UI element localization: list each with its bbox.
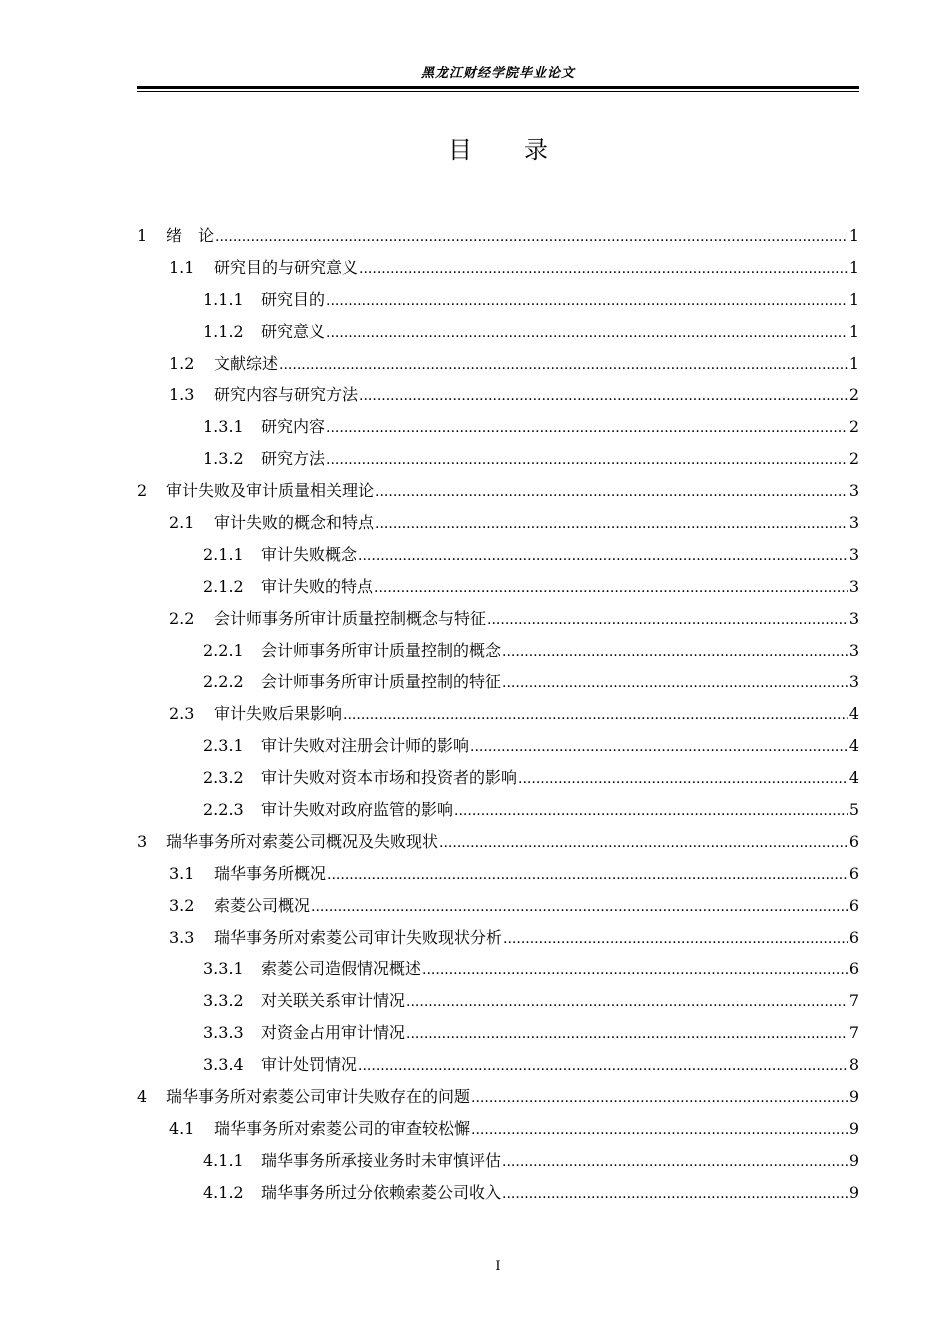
toc-dot-leader	[518, 764, 848, 796]
toc-entry-page: 5	[848, 800, 859, 820]
toc-entry-page: 9	[848, 1182, 859, 1202]
toc-entry-title: 索菱公司造假情况概述	[261, 959, 422, 979]
toc-entry-page: 6	[848, 959, 859, 979]
toc-entry-page: 3	[848, 640, 859, 660]
toc-entry[interactable]	[137, 730, 859, 762]
toc-entry-title: 对关联关系审计情况	[261, 991, 406, 1011]
toc-entry-title: 审计失败对资本市场和投资者的影响	[261, 768, 518, 788]
toc-entry-title: 审计失败对注册会计师的影响	[261, 736, 470, 756]
toc-dot-leader	[215, 222, 848, 254]
toc-entry[interactable]	[137, 252, 859, 284]
toc-entry-number: 4	[137, 1087, 148, 1107]
toc-entry-page: 4	[848, 768, 859, 788]
toc-entry[interactable]	[137, 858, 859, 890]
toc-dot-leader	[279, 350, 848, 382]
toc-entry[interactable]	[137, 698, 859, 730]
toc-entry-page: 1	[848, 226, 859, 245]
toc-entry[interactable]	[137, 507, 859, 539]
header-rule-thick	[137, 86, 859, 89]
toc-entry-title: 瑞华事务所对索菱公司审计失败现状分析	[214, 927, 503, 947]
toc-entry-number: 1.2	[169, 353, 195, 373]
toc-entry-title: 审计失败对政府监管的影响	[261, 800, 454, 820]
toc-entry-number: 2.2	[169, 608, 195, 628]
toc-entry-number: 2.2.1	[203, 640, 244, 660]
toc-dot-leader	[327, 860, 848, 892]
toc-entry-title: 瑞华事务所概况	[214, 863, 327, 883]
toc-entry-page: 4	[848, 736, 859, 756]
toc-entry-number: 2.3.1	[203, 736, 244, 756]
toc-entry-title: 瑞华事务所过分依赖索菱公司收入	[261, 1182, 502, 1202]
toc-entry-number: 3.1	[169, 863, 195, 883]
toc-entry[interactable]	[137, 475, 859, 507]
toc-dot-leader	[326, 445, 848, 477]
toc-entry[interactable]	[137, 762, 859, 794]
table-of-contents	[137, 220, 859, 1209]
toc-entry-page: 2	[848, 385, 859, 405]
toc-entry-title: 瑞华事务所对索菱公司的审查较松懈	[214, 1118, 471, 1138]
toc-entry-page: 6	[848, 831, 859, 851]
toc-entry[interactable]	[137, 666, 859, 698]
toc-dot-leader	[358, 1051, 848, 1083]
toc-entry-title: 审计失败的特点	[261, 576, 374, 596]
toc-entry-page: 3	[848, 513, 859, 533]
toc-entry-title: 审计失败概念	[261, 544, 358, 564]
toc-dot-leader	[343, 700, 848, 732]
toc-dot-leader	[503, 924, 848, 956]
toc-entry-number: 1	[137, 226, 148, 245]
toc-entry-title: 会计师事务所审计质量控制概念与特征	[214, 608, 487, 628]
toc-entry-page: 7	[848, 1023, 859, 1043]
toc-entry[interactable]	[137, 1113, 859, 1145]
toc-dot-leader	[311, 892, 848, 924]
toc-entry-number: 2.1.1	[203, 544, 244, 564]
toc-entry-page: 6	[848, 863, 859, 883]
toc-dot-leader	[326, 286, 848, 318]
toc-entry-number: 1.1.2	[203, 321, 244, 341]
toc-entry-title: 文献综述	[214, 353, 279, 373]
toc-entry-number: 3.2	[169, 895, 195, 915]
toc-entry-page: 6	[848, 927, 859, 947]
toc-entry-number: 1.1.1	[203, 289, 244, 309]
toc-entry-number: 3	[137, 831, 148, 851]
toc-entry[interactable]	[137, 1177, 859, 1209]
toc-dot-leader	[374, 573, 848, 605]
toc-entry-title: 审计失败后果影响	[214, 704, 343, 724]
toc-entry-page: 3	[848, 608, 859, 628]
toc-entry-number: 1.3.1	[203, 417, 244, 437]
toc-entry-page: 9	[848, 1150, 859, 1170]
toc-entry-number: 4.1.2	[203, 1182, 244, 1202]
toc-entry[interactable]	[137, 443, 859, 475]
toc-dot-leader	[375, 477, 848, 509]
toc-dot-leader	[454, 796, 848, 828]
toc-dot-leader	[326, 413, 848, 445]
toc-entry[interactable]	[137, 539, 859, 571]
toc-entry[interactable]	[137, 220, 859, 252]
toc-entry-number: 2.2.2	[203, 672, 244, 692]
toc-entry[interactable]	[137, 953, 859, 985]
toc-entry-title: 会计师事务所审计质量控制的特征	[261, 672, 502, 692]
page-number: I	[495, 1259, 501, 1274]
toc-dot-leader	[439, 828, 848, 860]
toc-entry[interactable]	[137, 316, 859, 348]
toc-entry-number: 1.3.2	[203, 449, 244, 469]
toc-entry-title: 研究意义	[261, 321, 326, 341]
toc-title	[137, 130, 859, 170]
toc-entry-page: 3	[848, 544, 859, 564]
toc-dot-leader	[326, 318, 848, 350]
toc-entry-title: 审计处罚情况	[261, 1055, 358, 1075]
toc-dot-leader	[375, 509, 848, 541]
toc-dot-leader	[359, 254, 848, 286]
toc-entry-number: 3.3.3	[203, 1023, 244, 1043]
toc-entry[interactable]	[137, 794, 859, 826]
toc-entry-title: 研究目的与研究意义	[214, 257, 359, 277]
toc-title-char-1: 目	[448, 136, 472, 164]
toc-entry-number: 3.3.2	[203, 991, 244, 1011]
toc-entry-number: 4.1.1	[203, 1150, 244, 1170]
toc-entry[interactable]	[137, 1049, 859, 1081]
toc-entry-title: 审计失败及审计质量相关理论	[166, 481, 375, 501]
toc-entry-title: 对资金占用审计情况	[261, 1023, 406, 1043]
toc-entry-title: 瑞华事务所对索菱公司审计失败存在的问题	[166, 1087, 471, 1107]
toc-dot-leader	[502, 668, 848, 700]
toc-entry-page: 9	[848, 1118, 859, 1138]
toc-entry-title: 索菱公司概况	[214, 895, 311, 915]
header-rule-thin	[137, 91, 859, 92]
toc-dot-leader	[470, 732, 848, 764]
toc-entry[interactable]	[137, 1081, 859, 1113]
toc-entry-number: 1.1	[169, 257, 195, 277]
toc-entry-number: 2.2.3	[203, 800, 244, 820]
toc-entry-page: 3	[848, 672, 859, 692]
toc-entry-title: 研究方法	[261, 449, 326, 469]
toc-entry-number: 3.3.1	[203, 959, 244, 979]
toc-entry[interactable]	[137, 411, 859, 443]
toc-entry-number: 3.3.4	[203, 1055, 244, 1075]
toc-entry-title: 研究内容与研究方法	[214, 385, 359, 405]
toc-entry-page: 6	[848, 895, 859, 915]
toc-title-char-2: 录	[524, 136, 548, 164]
toc-dot-leader	[471, 1115, 848, 1147]
toc-entry-title: 瑞华事务所对索菱公司概况及失败现状	[166, 831, 439, 851]
toc-entry-title: 审计失败的概念和特点	[214, 513, 375, 533]
toc-entry-number: 2.3	[169, 704, 195, 724]
toc-dot-leader	[406, 1019, 848, 1051]
toc-entry-page: 1	[848, 353, 859, 373]
toc-entry-number: 2.1.2	[203, 576, 244, 596]
toc-entry[interactable]	[137, 985, 859, 1017]
toc-dot-leader	[406, 987, 848, 1019]
toc-entry-title: 研究内容	[261, 417, 326, 437]
toc-entry[interactable]	[137, 826, 859, 858]
toc-dot-leader	[502, 1179, 848, 1211]
toc-dot-leader	[358, 541, 848, 573]
toc-dot-leader	[487, 605, 848, 637]
toc-entry-number: 2.1	[169, 513, 195, 533]
toc-entry-page: 1	[848, 321, 859, 341]
toc-entry-page: 3	[848, 576, 859, 596]
toc-entry-number: 3.3	[169, 927, 195, 947]
toc-entry-page: 1	[848, 289, 859, 309]
toc-entry-page: 8	[848, 1055, 859, 1075]
toc-entry-number: 1.3	[169, 385, 195, 405]
toc-entry[interactable]	[137, 603, 859, 635]
toc-dot-leader	[422, 955, 848, 987]
toc-entry-title: 瑞华事务所承接业务时未审慎评估	[261, 1150, 502, 1170]
toc-entry-page: 3	[848, 481, 859, 501]
toc-entry-page: 4	[848, 704, 859, 724]
toc-entry-page: 2	[848, 417, 859, 437]
toc-dot-leader	[502, 637, 848, 669]
toc-entry[interactable]	[137, 571, 859, 603]
toc-dot-leader	[359, 381, 848, 413]
toc-entry-page: 7	[848, 991, 859, 1011]
toc-entry[interactable]	[137, 284, 859, 316]
toc-entry[interactable]	[137, 1017, 859, 1049]
toc-dot-leader	[471, 1083, 848, 1115]
page-header: 黑龙江财经学院毕业论文	[420, 66, 575, 81]
toc-dot-leader	[502, 1147, 848, 1179]
toc-entry[interactable]	[137, 379, 859, 411]
toc-entry-title: 研究目的	[261, 289, 326, 309]
toc-entry[interactable]	[137, 1145, 859, 1177]
toc-entry[interactable]	[137, 635, 859, 667]
toc-entry-page: 2	[848, 449, 859, 469]
toc-entry[interactable]	[137, 348, 859, 380]
toc-entry-title: 绪 论	[166, 226, 215, 245]
toc-entry[interactable]	[137, 890, 859, 922]
toc-entry-page: 9	[848, 1087, 859, 1107]
toc-entry-number: 2	[137, 481, 148, 501]
toc-entry-number: 4.1	[169, 1118, 195, 1138]
toc-entry-number: 2.3.2	[203, 768, 244, 788]
toc-entry[interactable]	[137, 922, 859, 954]
toc-entry-page: 1	[848, 257, 859, 277]
toc-entry-title: 会计师事务所审计质量控制的概念	[261, 640, 502, 660]
